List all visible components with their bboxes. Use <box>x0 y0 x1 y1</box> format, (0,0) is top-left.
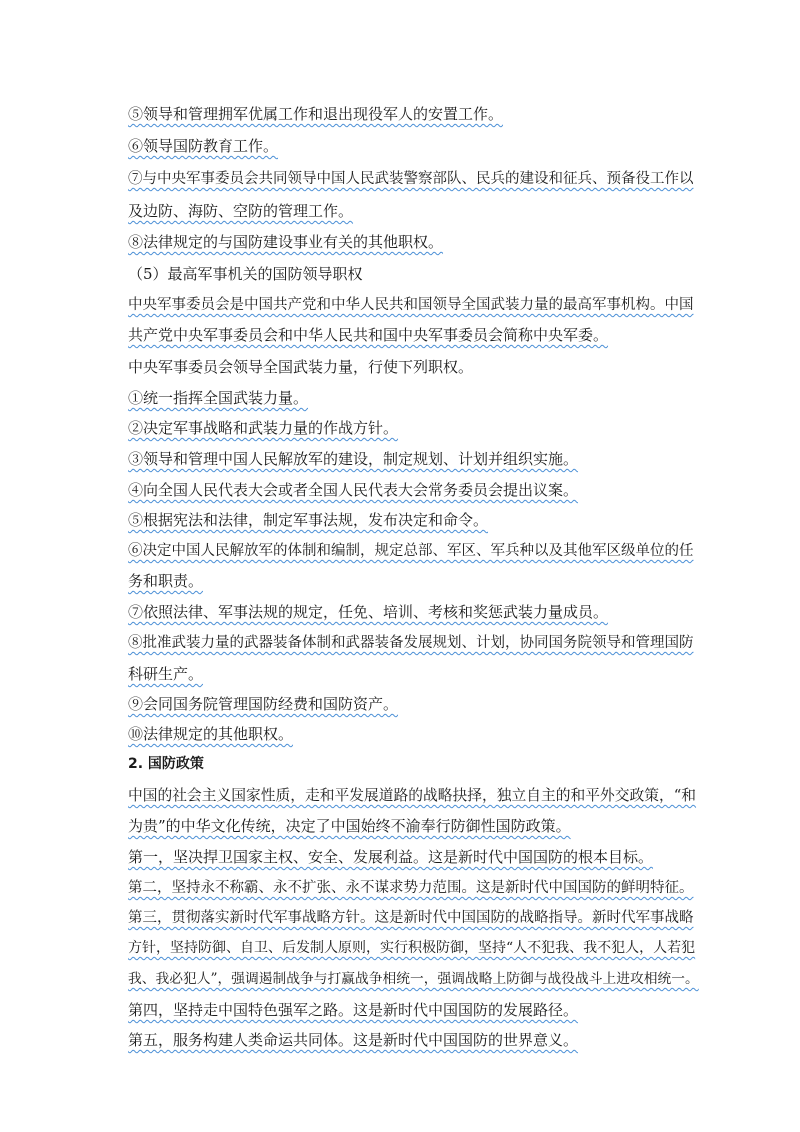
text-line: ③领导和管理中国人民解放军的建设，制定规划、计划并组织实施。 <box>128 450 579 468</box>
text-line: ⑩法律规定的其他职权。 <box>128 725 294 743</box>
text-line: ⑦与中央军事委员会共同领导中国人民武装警察部队、民兵的建设和征兵、预备役工作以 <box>128 171 694 187</box>
text-line: 及边防、海防、空防的管理工作。 <box>128 202 354 220</box>
text-line: ⑨会同国务院管理国防经费和国防资产。 <box>128 695 399 713</box>
text-line: 第四，坚持走中国特色强军之路。这是新时代中国国防的发展路径。 <box>128 1001 579 1019</box>
text-line: 第五，服务构建人类命运共同体。这是新时代中国国防的世界意义。 <box>128 1031 579 1049</box>
text-line: 中央军事委员会是中国共产党和中华人民共和国领导全国武装力量的最高军事机构。中国 <box>128 297 694 313</box>
text-line: ⑥领导国防教育工作。 <box>128 137 279 155</box>
text-line: 中国的社会主义国家性质，走和平发展道路的战略抉择，独立自主的和平外交政策，“和 <box>128 787 697 804</box>
text-line: ④向全国人民代表大会或者全国人民代表大会常务委员会提出议案。 <box>128 481 579 499</box>
section-heading: 2. 国防政策 <box>128 756 204 772</box>
text-line: ②决定军事战略和武装力量的作战方针。 <box>128 419 399 437</box>
text-line: 第一，坚决捍卫国家主权、安全、发展利益。这是新时代中国国防的根本目标。 <box>128 848 654 866</box>
text-line: 中央军事委员会领导全国武装力量，行使下列职权。 <box>128 358 474 376</box>
text-line: ⑧批准武装力量的武器装备体制和武器装备发展规划、计划，协同国务院领导和管理国防 <box>128 635 694 651</box>
text-line: 我、我必犯人”，强调遏制战争与打赢战争相统一，强调战略上防御与战役战斗上进攻相统一。 <box>128 971 699 987</box>
text-line: 第二，坚持永不称霸、永不扩张、永不谋求势力范围。这是新时代中国国防的鲜明特征。 <box>128 880 694 896</box>
text-line: 共产党中央军事委员会和中华人民共和国中央军事委员会简称中央军委。 <box>128 326 609 344</box>
section-heading: （5）最高军事机关的国防领导职权 <box>128 265 363 283</box>
text-line: ①统一指挥全国武装力量。 <box>128 389 309 407</box>
text-line: 第三，贯彻落实新时代军事战略方针。这是新时代中国国防的战略指导。新时代军事战略 <box>128 910 694 926</box>
text-line: 务和职责。 <box>128 572 204 590</box>
text-line: ⑧法律规定的与国防建设事业有关的其他职权。 <box>128 233 444 251</box>
text-line: 方针，坚持防御、自卫、后发制人原则，实行积极防御，坚持“人不犯我、我不犯人，人若犯 <box>128 940 696 956</box>
text-line: ⑤领导和管理拥军优属工作和退出现役军人的安置工作。 <box>128 105 504 123</box>
text-line: 科研生产。 <box>128 665 204 683</box>
text-line: 为贵”的中华文化传统，决定了中国始终不渝奉行防御性国防政策。 <box>128 817 571 835</box>
text-line: ⑦依照法律、军事法规的规定，任免、培训、考核和奖惩武装力量成员。 <box>128 603 609 621</box>
text-line: ⑤根据宪法和法律，制定军事法规，发布决定和命令。 <box>128 511 489 529</box>
text-line: ⑥决定中国人民解放军的体制和编制，规定总部、军区、军兵种以及其他军区级单位的任 <box>128 543 694 559</box>
